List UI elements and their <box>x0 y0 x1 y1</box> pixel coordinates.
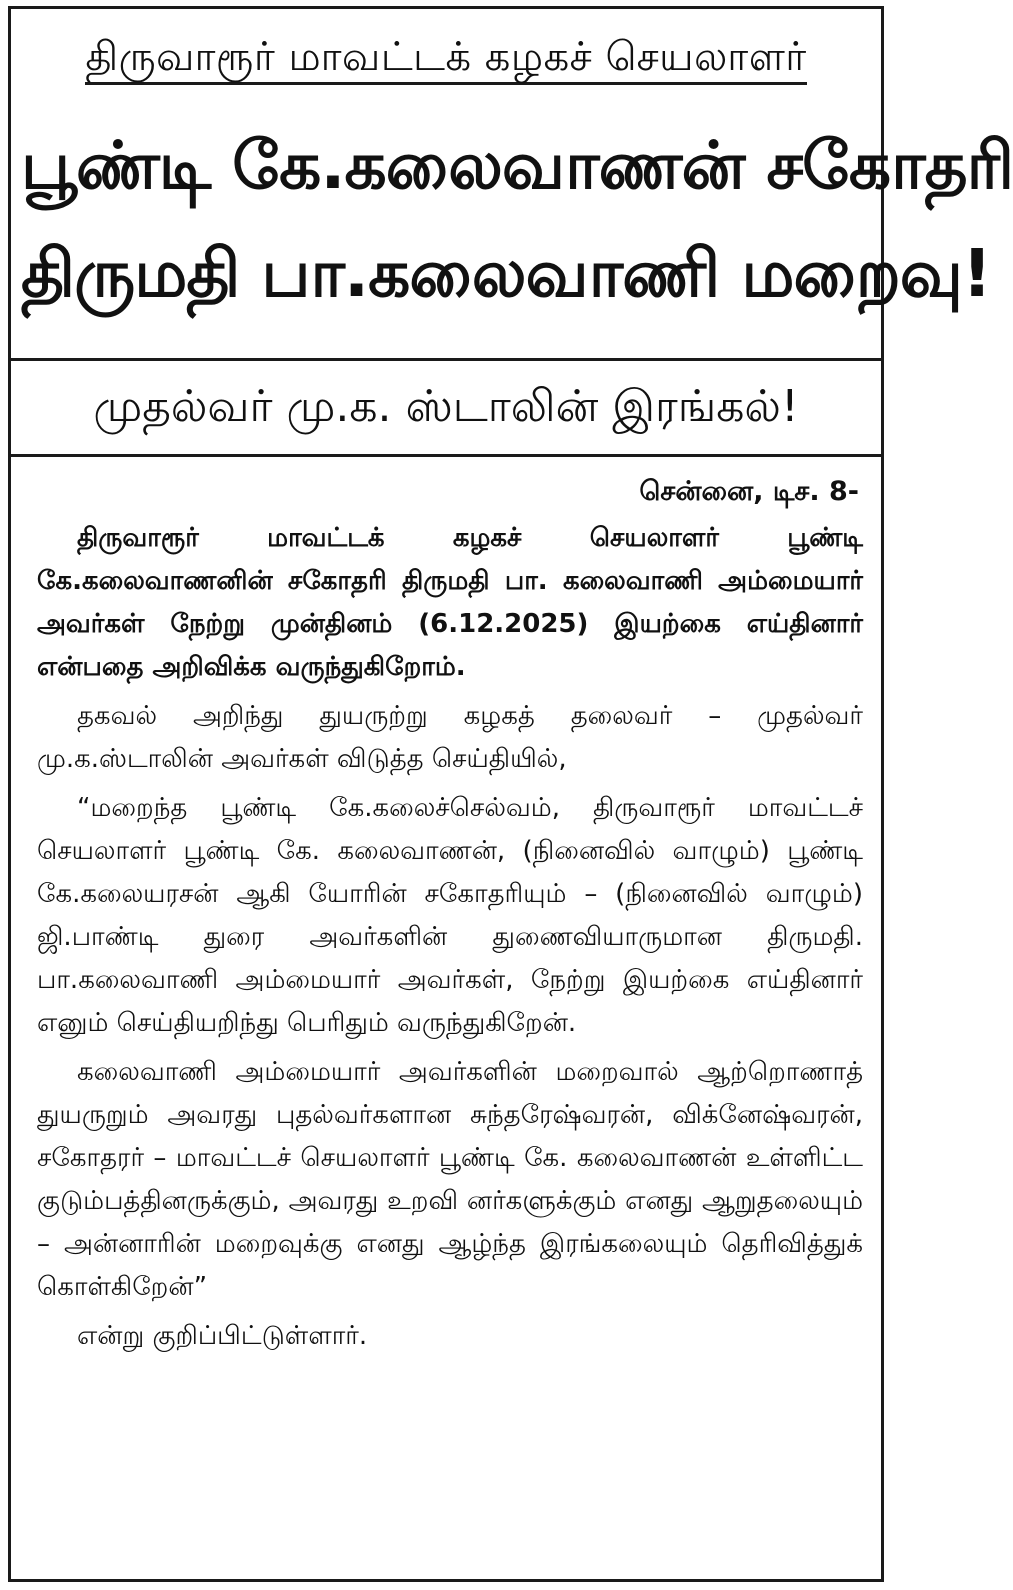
kicker-text: திருவாரூர் மாவட்டக் கழகச் செயலாளர் <box>85 34 806 85</box>
headline-line-1: பூண்டி கே.கலைவாணன் சகோதரி <box>21 127 1013 204</box>
headline-line-2: திருமதி பா.கலைவாணி மறைவு! <box>21 235 992 312</box>
subheadline: முதல்வர் மு.க. ஸ்டாலின் இரங்கல்! <box>93 381 799 432</box>
subheadline-box <box>11 361 881 457</box>
body-paragraph-1: தகவல் அறிந்து துயருற்று கழகத் தலைவர் – முதல்வர் மு.க.ஸ்டாலின் அவர்கள் விடுத்த செய்தியில், <box>37 701 863 774</box>
body-paragraph-2: “மறைந்த பூண்டி கே.கலைச்செல்வம், திருவாரூர் மாவட்டச் செயலாளர் பூண்டி கே. கலைவாணன், (நினைவில் வாழும்) பூண்டி கே.கலையரசன் ஆகி யோரின் சகோதரியும் – (நினைவில் வாழும்) ஜி.பாண்டி துரை அவர்களின் துணைவியாருமான திருமதி. பா.கலைவாணி அம்மையார் அவர்கள், நேற்று இயற்கை எய்தினார் எனும் செய்தியறிந்து பெரிதும் வருந்துகிறேன். <box>37 793 863 1038</box>
dateline: சென்னை, டிச. 8- <box>639 476 859 507</box>
body-paragraph-4: என்று குறிப்பிட்டுள்ளார். <box>77 1321 368 1351</box>
lead-paragraph: திருவாரூர் மாவட்டக் கழகச் செயலாளர் பூண்டி கே.கலைவாணனின் சகோதரி திருமதி பா. கலைவாணி அம்மையார் அவர்கள் நேற்று முன்தினம் (6.12.2025) இயற்கை எய்தினார் என்பதை அறிவிக்க வருந்துகிறோம். <box>37 523 863 682</box>
body-paragraph-3: கலைவாணி அம்மையார் அவர்களின் மறைவால் ஆற்றொணாத் துயருறும் அவரது புதல்வர்களான சுந்தரேஷ்வரன், விக்னேஷ்வரன், சகோதரர் – மாவட்டச் செயலாளர் பூண்டி கே. கலைவாணன் உள்ளிட்ட குடும்பத்தினருக்கும், அவரது உறவி னர்களுக்கும் எனது ஆறுதலையும் – அன்னாரின் மறைவுக்கு எனது ஆழ்ந்த இரங்கலையும் தெரிவித்துக் கொள்கிறேன்” <box>37 1057 863 1302</box>
kicker <box>11 29 881 85</box>
news-clipping <box>8 6 1013 1582</box>
article-body <box>37 471 863 1364</box>
headline-box <box>11 9 1013 361</box>
